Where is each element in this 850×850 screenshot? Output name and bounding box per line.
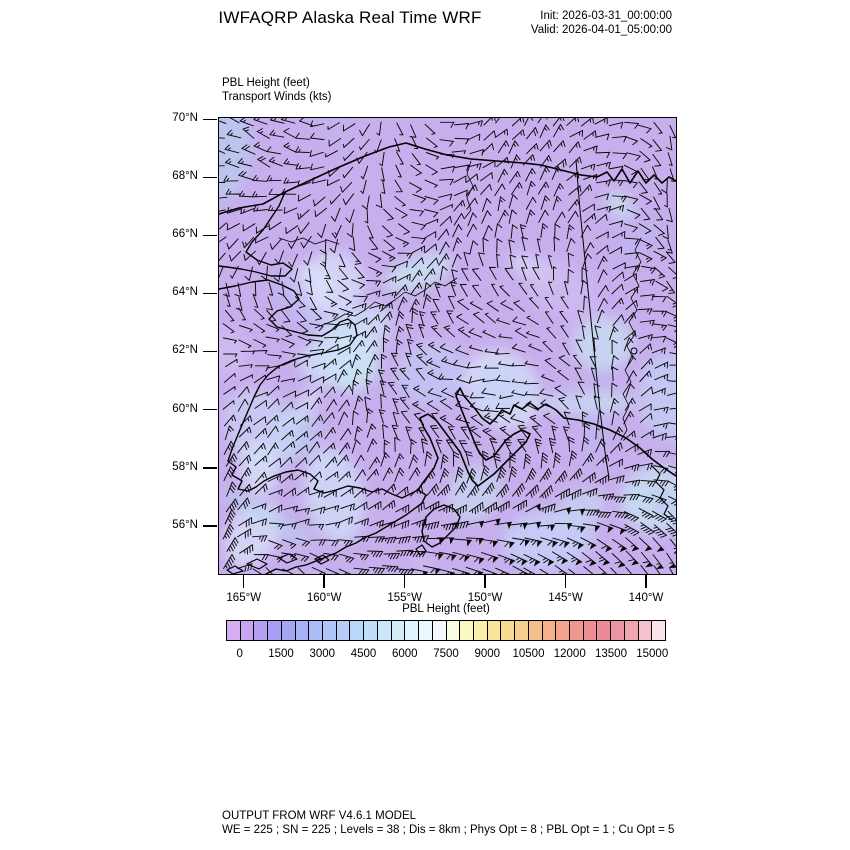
lon-tick-mark bbox=[645, 574, 646, 588]
lon-tick-label: 150°W bbox=[467, 592, 503, 604]
timestamp-block bbox=[531, 9, 672, 37]
lon-tick-label: 165°W bbox=[226, 592, 262, 604]
colorbar-cell bbox=[364, 621, 378, 640]
colorbar-tick-label: 0 bbox=[236, 648, 243, 660]
field-labels bbox=[222, 76, 331, 104]
colorbar-cell bbox=[268, 621, 282, 640]
lon-tick-label: 155°W bbox=[387, 592, 422, 604]
lat-tick-label: 70°N bbox=[172, 112, 198, 125]
colorbar-cell bbox=[296, 621, 310, 640]
colorbar-tick-label: 15000 bbox=[636, 648, 669, 660]
colorbar-cell bbox=[323, 621, 337, 640]
colorbar-cell bbox=[350, 621, 364, 640]
colorbar-cell bbox=[433, 621, 447, 640]
lon-tick-label: 140°W bbox=[628, 592, 664, 604]
colorbar-cell bbox=[611, 621, 625, 640]
map-svg bbox=[219, 118, 676, 574]
colorbar-cell bbox=[447, 621, 461, 640]
colorbar-cell bbox=[529, 621, 543, 640]
colorbar-tick-label: 10500 bbox=[512, 648, 545, 660]
colorbar-cell bbox=[405, 621, 419, 640]
lat-tick-mark bbox=[203, 351, 217, 352]
colorbar-cell bbox=[419, 621, 433, 640]
lat-tick-mark bbox=[203, 235, 217, 236]
colorbar-title: PBL Height (feet) bbox=[402, 603, 490, 615]
plot-title: IWFAQRP Alaska Real Time WRF bbox=[218, 8, 482, 27]
lon-tick-mark bbox=[484, 574, 485, 588]
colorbar-cell bbox=[241, 621, 255, 640]
lon-tick-label: 145°W bbox=[548, 592, 583, 604]
colorbar-tick-label: 13500 bbox=[595, 648, 627, 660]
colorbar-cell bbox=[543, 621, 557, 640]
field-label-winds: Transport Winds (kts) bbox=[222, 91, 332, 103]
lat-tick-mark bbox=[203, 119, 217, 120]
footer bbox=[222, 809, 674, 837]
colorbar-tick-label: 7500 bbox=[433, 648, 459, 660]
init-timestamp: Init: 2026-03-31_00:00:00 bbox=[540, 10, 672, 22]
colorbar-tick-label: 6000 bbox=[391, 648, 418, 660]
colorbar-cell bbox=[652, 621, 665, 640]
lat-tick-label: 62°N bbox=[172, 344, 198, 357]
colorbar bbox=[226, 620, 666, 641]
colorbar-tick-label: 12000 bbox=[553, 648, 586, 660]
lat-tick-mark bbox=[203, 467, 217, 468]
colorbar-cell bbox=[515, 621, 529, 640]
lat-tick-label: 64°N bbox=[172, 286, 198, 299]
lon-tick-mark bbox=[323, 574, 324, 588]
colorbar-tick-label: 1500 bbox=[268, 648, 294, 660]
lat-tick-label: 66°N bbox=[172, 228, 198, 241]
colorbar-cell bbox=[337, 621, 351, 640]
colorbar-cell bbox=[597, 621, 611, 640]
colorbar-cell bbox=[474, 621, 488, 640]
colorbar-tick-label: 3000 bbox=[309, 648, 336, 660]
colorbar-cell bbox=[309, 621, 323, 640]
colorbar-cell bbox=[639, 621, 653, 640]
colorbar-cell bbox=[625, 621, 639, 640]
colorbar-tick-label: 9000 bbox=[474, 648, 501, 660]
colorbar-cell bbox=[584, 621, 598, 640]
lat-tick-mark bbox=[203, 293, 217, 294]
colorbar-cell bbox=[570, 621, 584, 640]
colorbar-cell bbox=[501, 621, 515, 640]
colorbar-cell bbox=[460, 621, 474, 640]
lat-tick-label: 60°N bbox=[172, 402, 198, 415]
colorbar-cell bbox=[556, 621, 570, 640]
colorbar-cell bbox=[488, 621, 502, 640]
map-panel bbox=[218, 117, 677, 575]
lat-tick-mark bbox=[203, 525, 217, 526]
lat-tick-label: 56°N bbox=[172, 518, 198, 531]
lon-tick-mark bbox=[404, 574, 405, 588]
colorbar-cell bbox=[392, 621, 406, 640]
lat-tick-label: 68°N bbox=[172, 170, 198, 183]
footer-config-line: WE = 225 ; SN = 225 ; Levels = 38 ; Dis = 8km ; Phys Opt = 8 ; PBL Opt = 1 ; Cu Opt = 5 bbox=[222, 824, 675, 836]
footer-model-line: OUTPUT FROM WRF V4.6.1 MODEL bbox=[222, 810, 417, 822]
valid-timestamp: Valid: 2026-04-01_05:00:00 bbox=[530, 24, 672, 36]
colorbar-cell bbox=[254, 621, 268, 640]
lon-tick-mark bbox=[565, 574, 566, 588]
colorbar-cell bbox=[378, 621, 392, 640]
lat-tick-mark bbox=[203, 409, 217, 410]
lat-tick-mark bbox=[203, 177, 217, 178]
lat-tick-label: 58°N bbox=[172, 460, 198, 473]
colorbar-cell bbox=[227, 621, 241, 640]
colorbar-cell bbox=[282, 621, 296, 640]
lon-tick-label: 160°W bbox=[306, 592, 342, 604]
field-label-pbl: PBL Height (feet) bbox=[222, 77, 310, 89]
colorbar-tick-label: 4500 bbox=[350, 648, 377, 660]
lon-tick-mark bbox=[243, 574, 244, 588]
